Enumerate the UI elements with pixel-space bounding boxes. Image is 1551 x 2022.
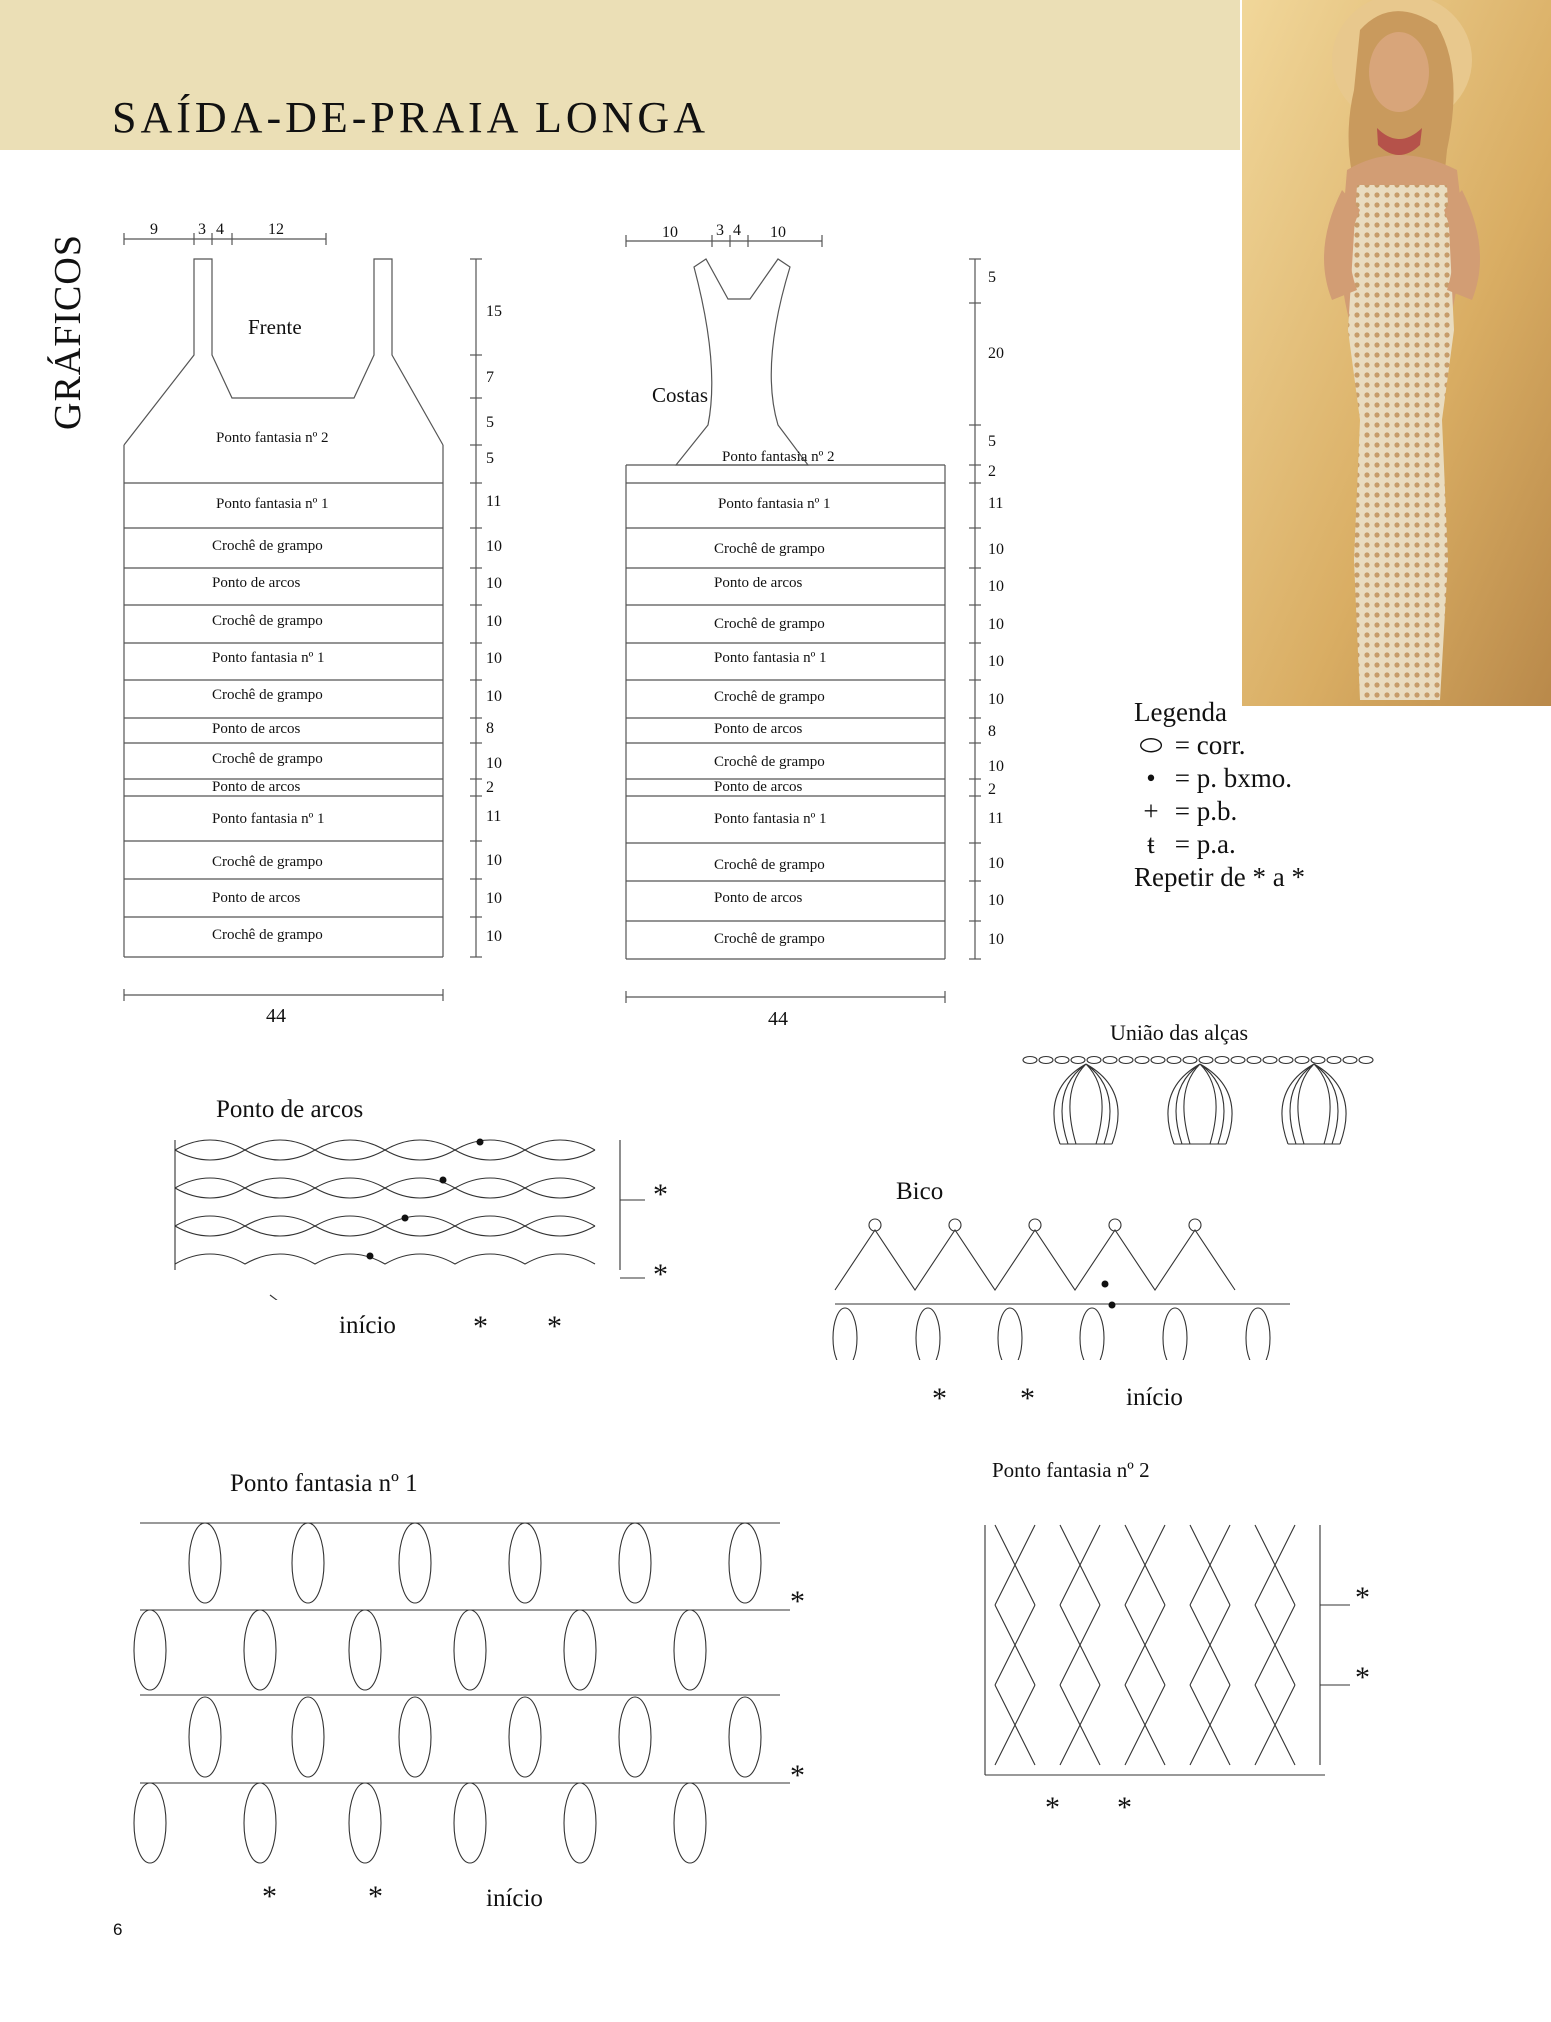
arcos-start-label: início xyxy=(339,1312,396,1339)
frente-height-13: 2 xyxy=(486,779,494,796)
costas-height-2: 20 xyxy=(988,345,1004,362)
fantasia1-repeat-mark-1: * xyxy=(790,1585,805,1618)
costas-row-10: Ponto de arcos xyxy=(714,779,803,795)
fantasia1-diagram xyxy=(120,1505,820,1925)
legend-item-text: = p.a. xyxy=(1174,829,1236,859)
single-crochet-plus-icon: + xyxy=(1143,796,1159,826)
bico-title: Bico xyxy=(896,1178,944,1205)
fantasia1-repeat-mark-2: * xyxy=(790,1759,805,1792)
costas-row-7: Crochê de grampo xyxy=(714,689,825,705)
costas-row-4: Ponto de arcos xyxy=(714,575,803,591)
frente-bottom-width: 44 xyxy=(266,1005,286,1027)
frente-row-9: Crochê de grampo xyxy=(212,751,323,767)
frente-height-6: 10 xyxy=(486,538,502,555)
bico-repeat-mark-1: * xyxy=(932,1382,947,1415)
frente-height-15: 10 xyxy=(486,852,502,869)
frente-row-2: Ponto fantasia nº 1 xyxy=(216,496,329,512)
arcos-repeat-mark-2: * xyxy=(653,1258,668,1291)
fantasia1-start-label: início xyxy=(486,1885,543,1912)
costas-height-5: 11 xyxy=(988,495,1004,512)
bico-diagram xyxy=(820,1210,1300,1430)
costas-height-7: 10 xyxy=(988,578,1004,595)
costas-row-5: Crochê de grampo xyxy=(714,616,825,632)
fantasia2-repeat-mark-3: * xyxy=(1045,1791,1060,1824)
frente-height-7: 10 xyxy=(486,575,502,592)
graphics-heading xyxy=(38,232,98,437)
fantasia2-repeat-mark-4: * xyxy=(1117,1791,1132,1824)
uniao-title: União das alças xyxy=(1110,1020,1249,1045)
costas-row-8: Ponto de arcos xyxy=(714,721,803,737)
costas-height-14: 11 xyxy=(988,810,1004,827)
frente-row-7: Crochê de grampo xyxy=(212,687,323,703)
costas-height-4: 2 xyxy=(988,463,996,480)
frente-height-4: 5 xyxy=(486,450,494,467)
legend-title: Legenda xyxy=(1134,697,1227,727)
costas-height-1: 5 xyxy=(988,269,996,286)
frente-row-6: Ponto fantasia nº 1 xyxy=(212,650,325,666)
frente-height-10: 10 xyxy=(486,688,502,705)
arcos-repeat-mark-3: * xyxy=(473,1310,488,1343)
page-title: SAÍDA-DE-PRAIA LONGA xyxy=(112,93,709,142)
legend-item xyxy=(1134,762,1305,795)
frente-width-1: 9 xyxy=(150,221,158,238)
bico-repeat-mark-2: * xyxy=(1020,1382,1035,1415)
arcos-repeat-mark-4: * xyxy=(547,1310,562,1343)
page-number: 6 xyxy=(113,1920,123,1939)
costas-row-12: Crochê de grampo xyxy=(714,857,825,873)
costas-height-16: 10 xyxy=(988,892,1004,909)
fantasia2-repeat-mark-2: * xyxy=(1355,1661,1370,1694)
legend-item xyxy=(1134,729,1305,762)
costas-row-1: Ponto fantasia nº 2 xyxy=(722,449,835,465)
double-crochet-icon: ŧ xyxy=(1147,829,1155,859)
frente-schematic xyxy=(118,215,528,1035)
frente-height-16: 10 xyxy=(486,890,502,907)
frente-row-1: Ponto fantasia nº 2 xyxy=(216,430,329,446)
fantasia1-repeat-mark-4: * xyxy=(368,1880,383,1913)
frente-height-3: 5 xyxy=(486,414,494,431)
costas-label: Costas xyxy=(652,383,709,407)
fantasia2-diagram xyxy=(975,1505,1395,1835)
legend-item xyxy=(1134,828,1305,861)
frente-height-1: 15 xyxy=(486,303,502,320)
costas-width-3: 4 xyxy=(733,222,741,239)
frente-row-4: Ponto de arcos xyxy=(212,575,301,591)
costas-row-14: Crochê de grampo xyxy=(714,931,825,947)
chain-oval-icon: ⬭ xyxy=(1139,730,1163,760)
bico-start-label: início xyxy=(1126,1384,1183,1411)
frente-row-3: Crochê de grampo xyxy=(212,538,323,554)
graphics-heading-text: GRÁFICOS xyxy=(47,234,89,430)
costas-width-1: 10 xyxy=(662,224,678,241)
costas-height-12: 10 xyxy=(988,758,1004,775)
fantasia2-repeat-mark-1: * xyxy=(1355,1581,1370,1614)
frente-height-2: 7 xyxy=(486,369,494,386)
legend xyxy=(1134,696,1305,894)
costas-height-3: 5 xyxy=(988,433,996,450)
costas-row-2: Ponto fantasia nº 1 xyxy=(718,496,831,512)
legend-item xyxy=(1134,795,1305,828)
costas-height-17: 10 xyxy=(988,931,1004,948)
fantasia2-title: Ponto fantasia nº 2 xyxy=(992,1458,1150,1482)
slip-stitch-dot-icon: • xyxy=(1146,763,1156,793)
legend-item-text: = corr. xyxy=(1174,730,1246,760)
costas-bottom-width: 44 xyxy=(768,1008,788,1030)
model-photo xyxy=(1242,0,1551,706)
costas-height-11: 8 xyxy=(988,723,996,740)
costas-height-15: 10 xyxy=(988,855,1004,872)
costas-row-6: Ponto fantasia nº 1 xyxy=(714,650,827,666)
frente-row-12: Crochê de grampo xyxy=(212,854,323,870)
frente-label: Frente xyxy=(248,315,302,339)
frente-row-13: Ponto de arcos xyxy=(212,890,301,906)
frente-row-14: Crochê de grampo xyxy=(212,927,323,943)
legend-item-text: = p.b. xyxy=(1174,796,1238,826)
costas-row-11: Ponto fantasia nº 1 xyxy=(714,811,827,827)
arcos-repeat-mark-1: * xyxy=(653,1178,668,1211)
frente-row-5: Crochê de grampo xyxy=(212,613,323,629)
frente-height-17: 10 xyxy=(486,928,502,945)
fantasia1-repeat-mark-3: * xyxy=(262,1880,277,1913)
legend-repeat: Repetir de * a * xyxy=(1134,862,1305,892)
costas-width-4: 10 xyxy=(770,224,786,241)
costas-height-13: 2 xyxy=(988,781,996,798)
costas-row-13: Ponto de arcos xyxy=(714,890,803,906)
costas-row-3: Crochê de grampo xyxy=(714,541,825,557)
arcos-diagram xyxy=(165,1130,685,1350)
frente-row-11: Ponto fantasia nº 1 xyxy=(212,811,325,827)
uniao-diagram xyxy=(1020,1050,1380,1150)
frente-width-3: 4 xyxy=(216,221,224,238)
fantasia1-title: Ponto fantasia nº 1 xyxy=(230,1470,418,1497)
costas-height-8: 10 xyxy=(988,616,1004,633)
frente-width-2: 3 xyxy=(198,221,206,238)
costas-height-10: 10 xyxy=(988,691,1004,708)
legend-item-text: = p. bxmo. xyxy=(1174,763,1292,793)
frente-width-4: 12 xyxy=(268,221,284,238)
arcos-title: Ponto de arcos xyxy=(216,1096,364,1123)
frente-height-5: 11 xyxy=(486,493,502,510)
frente-height-9: 10 xyxy=(486,650,502,667)
costas-width-2: 3 xyxy=(716,222,724,239)
frente-height-8: 10 xyxy=(486,613,502,630)
frente-row-8: Ponto de arcos xyxy=(212,721,301,737)
frente-height-11: 8 xyxy=(486,720,494,737)
frente-row-10: Ponto de arcos xyxy=(212,779,301,795)
costas-row-9: Crochê de grampo xyxy=(714,754,825,770)
costas-height-6: 10 xyxy=(988,541,1004,558)
frente-height-14: 11 xyxy=(486,808,502,825)
costas-schematic xyxy=(620,215,1040,1035)
frente-height-12: 10 xyxy=(486,755,502,772)
costas-height-9: 10 xyxy=(988,653,1004,670)
